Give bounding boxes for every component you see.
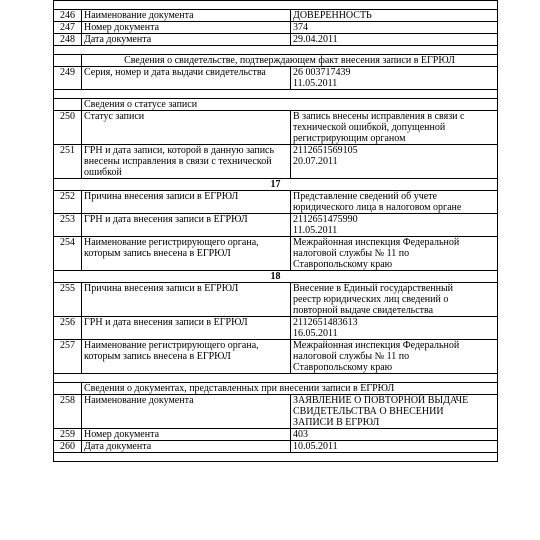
spacer-row: [54, 453, 498, 462]
field-label: Серия, номер и дата выдачи свидетельства: [82, 67, 291, 90]
spacer-cell: [54, 90, 498, 99]
field-label: Статус записи: [82, 111, 291, 145]
table-row: [54, 10, 498, 22]
field-label: Номер документа: [82, 22, 291, 34]
field-value-line: 11.05.2011: [293, 78, 338, 89]
row-number: 255: [54, 283, 82, 317]
section-title: Сведения о свидетельстве, подтверждающем факт внесения записи в ЕГРЮЛ: [82, 55, 498, 67]
record-group-row: [54, 179, 498, 191]
field-value: [291, 395, 498, 429]
field-value: [291, 214, 498, 237]
row-number: 257: [54, 340, 82, 374]
table-row: [54, 441, 498, 453]
field-value-line: 374: [293, 22, 308, 33]
field-value-line: В запись внесены исправления в связи с: [293, 111, 465, 122]
row-number: 253: [54, 214, 82, 237]
row-number: 249: [54, 67, 82, 90]
field-value-line: регистрирующим органом: [293, 133, 406, 144]
field-value: [291, 429, 498, 441]
field-value-line: налоговой службы № 11 по: [293, 248, 410, 259]
field-label: Наименование документа: [82, 395, 291, 429]
section-number-cell: [54, 383, 82, 395]
field-value-line: ЗАПИСИ В ЕГРЮЛ: [293, 417, 380, 428]
spacer-row: [54, 46, 498, 55]
field-label: Наименование документа: [82, 10, 291, 22]
field-value-line: 403: [293, 429, 308, 440]
field-label: Наименование регистрирующего органа, которым запись внесена в ЕГРЮЛ: [82, 340, 291, 374]
spacer-cell: [54, 1, 498, 10]
field-label: Причина внесения записи в ЕГРЮЛ: [82, 283, 291, 317]
field-value: [291, 10, 498, 22]
record-group-row: [54, 271, 498, 283]
field-label: Дата документа: [82, 34, 291, 46]
field-value-line: Межрайонная инспекция Федеральной: [293, 237, 460, 248]
section-header-row: [54, 99, 498, 111]
record-group-number: 17: [54, 179, 498, 191]
field-value: [291, 237, 498, 271]
table-row: [54, 395, 498, 429]
section-header-row: [54, 383, 498, 395]
field-value-line: ЗАЯВЛЕНИЕ О ПОВТОРНОЙ ВЫДАЧЕ: [293, 395, 469, 406]
row-number: 260: [54, 441, 82, 453]
row-number: 254: [54, 237, 82, 271]
section-title: Сведения о документах, представленных при внесении записи в ЕГРЮЛ: [82, 383, 498, 395]
field-value-line: Ставропольскому краю: [293, 259, 393, 270]
field-label: ГРН и дата внесения записи в ЕГРЮЛ: [82, 317, 291, 340]
table-row: [54, 317, 498, 340]
egrul-extract-table: [53, 0, 498, 462]
spacer-cell: [54, 46, 498, 55]
field-value-line: повторной выдаче свидетельства: [293, 305, 434, 316]
field-value: [291, 441, 498, 453]
field-value-line: Межрайонная инспекция Федеральной: [293, 340, 460, 351]
table-row: [54, 283, 498, 317]
section-number-cell: [54, 99, 82, 111]
row-number: 248: [54, 34, 82, 46]
field-value: [291, 22, 498, 34]
spacer-cell: [54, 374, 498, 383]
field-value-line: Внесение в Единый государственный: [293, 283, 454, 294]
table-row: [54, 67, 498, 90]
table-body: [54, 1, 498, 462]
field-value-line: 11.05.2011: [293, 225, 338, 236]
field-value-line: 10.05.2011: [293, 441, 338, 452]
field-value: [291, 340, 498, 374]
field-value-line: реестр юридических лиц сведений о: [293, 294, 449, 305]
field-value-line: технической ошибкой, допущенной: [293, 122, 446, 133]
spacer-row: [54, 1, 498, 10]
field-value: [291, 34, 498, 46]
field-value: [291, 191, 498, 214]
table-row: [54, 237, 498, 271]
field-value-line: Ставропольскому краю: [293, 362, 393, 373]
table-row: [54, 214, 498, 237]
row-number: 259: [54, 429, 82, 441]
field-label: ГРН и дата внесения записи в ЕГРЮЛ: [82, 214, 291, 237]
row-number: 251: [54, 145, 82, 179]
field-label: Наименование регистрирующего органа, которым запись внесена в ЕГРЮЛ: [82, 237, 291, 271]
table-row: [54, 340, 498, 374]
field-value-line: 2112651475990: [293, 214, 358, 225]
field-value-line: ДОВЕРЕННОСТЬ: [293, 10, 372, 21]
row-number: 258: [54, 395, 82, 429]
field-label: Причина внесения записи в ЕГРЮЛ: [82, 191, 291, 214]
field-label: Номер документа: [82, 429, 291, 441]
field-value-line: 2112651483613: [293, 317, 358, 328]
row-number: 247: [54, 22, 82, 34]
record-group-number: 18: [54, 271, 498, 283]
field-value-line: 2112651569105: [293, 145, 358, 156]
field-value-line: юридического лица в налоговом органе: [293, 202, 462, 213]
field-value: [291, 111, 498, 145]
section-header-row: [54, 55, 498, 67]
field-value-line: 20.07.2011: [293, 156, 338, 167]
field-value: [291, 67, 498, 90]
section-title: Сведения о статусе записи: [82, 99, 498, 111]
table-row: [54, 145, 498, 179]
field-value: [291, 317, 498, 340]
table-row: [54, 191, 498, 214]
field-value-line: налоговой службы № 11 по: [293, 351, 410, 362]
field-value-line: 16.05.2011: [293, 328, 338, 339]
table-row: [54, 22, 498, 34]
row-number: 246: [54, 10, 82, 22]
field-label: ГРН и дата записи, которой в данную запись внесены исправления в связи с технической ошибкой: [82, 145, 291, 179]
field-value: [291, 283, 498, 317]
spacer-row: [54, 90, 498, 99]
row-number: 256: [54, 317, 82, 340]
section-number-cell: [54, 55, 82, 67]
field-value-line: Представление сведений об учете: [293, 191, 437, 202]
field-value-line: СВИДЕТЕЛЬСТВА О ВНЕСЕНИИ: [293, 406, 444, 417]
field-value-line: 29.04.2011: [293, 34, 338, 45]
field-label: Дата документа: [82, 441, 291, 453]
field-value-line: 26 003717439: [293, 67, 351, 78]
table-row: [54, 429, 498, 441]
field-value: [291, 145, 498, 179]
spacer-cell: [54, 453, 498, 462]
row-number: 252: [54, 191, 82, 214]
table-row: [54, 111, 498, 145]
spacer-row: [54, 374, 498, 383]
table-row: [54, 34, 498, 46]
row-number: 250: [54, 111, 82, 145]
